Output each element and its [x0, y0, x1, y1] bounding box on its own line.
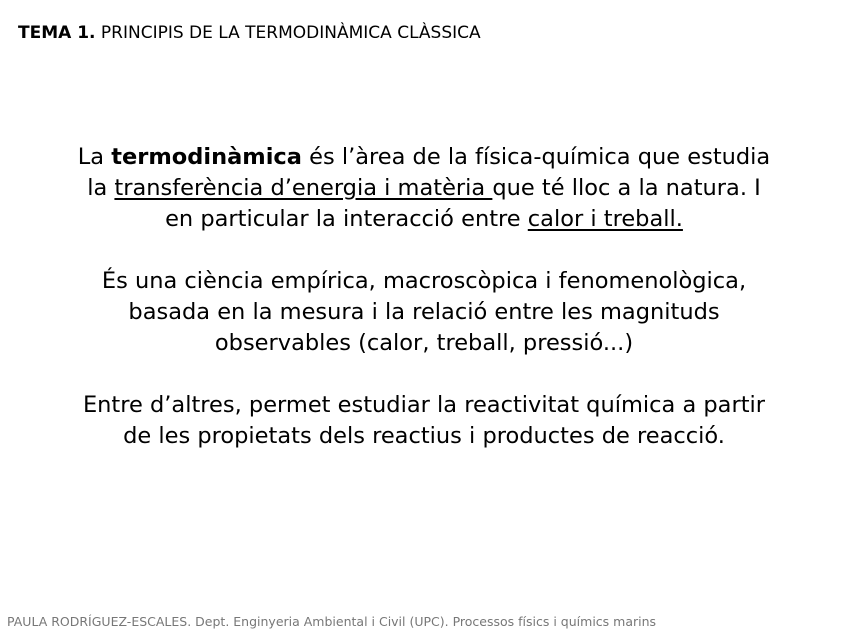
science-line-2: basada en la mesura i la relació entre les magnituds — [128, 299, 720, 325]
reactivity-line-1: Entre d’altres, permet estudiar la reactivitat química a partir — [82, 392, 766, 418]
text-run: en particular la interacció entre — [165, 206, 528, 232]
topic-number: TEMA 1. — [18, 23, 96, 43]
definition-line-1 — [40, 142, 808, 173]
science-nature-paragraph — [40, 266, 808, 359]
definition-paragraph — [40, 142, 808, 235]
topic-title: PRINCIPIS DE LA TERMODINÀMICA CLÀSSICA — [100, 23, 481, 43]
science-line-1: És una ciència empírica, macroscòpica i fenomenològica, — [101, 268, 747, 294]
slide-title — [18, 22, 481, 44]
science-line-3: observables (calor, treball, pressió...) — [214, 330, 634, 356]
text-run: la — [87, 175, 115, 201]
underlined-energy-transfer: transferència d’energia i matèria — [114, 175, 493, 201]
text-run: La — [77, 144, 112, 170]
reactivity-line-2: de les propietats dels reactius i productes de reacció. — [123, 423, 725, 449]
underlined-heat-work: calor i treball. — [527, 206, 683, 232]
text-run: que té lloc a la natura. I — [492, 175, 761, 201]
footer-credit: PAULA RODRÍGUEZ-ESCALES. Dept. Enginyeria Ambiental i Civil (UPC). Processos físics i químics marins — [7, 614, 657, 629]
definition-line-3 — [40, 204, 808, 235]
reactivity-paragraph — [40, 390, 808, 452]
term-termodinamica: termodinàmica — [111, 144, 302, 170]
text-run: és l’àrea de la física-química que estudia — [301, 144, 771, 170]
definition-line-2 — [40, 173, 808, 204]
